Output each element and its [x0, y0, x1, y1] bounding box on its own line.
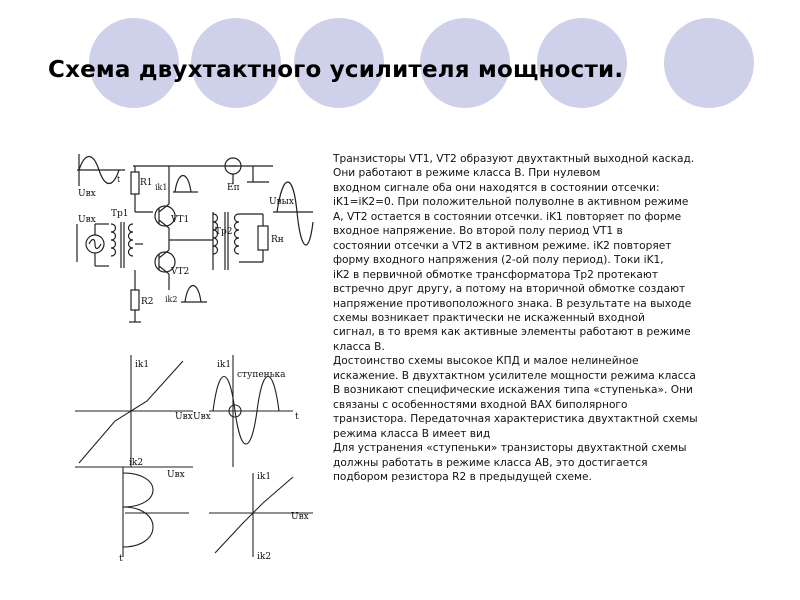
circuit-figure [73, 152, 315, 328]
circuit-diagram [73, 152, 315, 328]
label-tp1: Tp1 [111, 209, 129, 219]
body-line: Достоинство схемы высокое КПД и малое нелинейное [333, 355, 639, 368]
transfer-graphs [73, 347, 321, 565]
body-line: сигнал, в то время как активные элементы работают в режиме [333, 326, 691, 339]
label-uvx-b: Uвх [193, 412, 211, 422]
label-ik2-a: ik2 [129, 458, 144, 468]
label-stupenka: ступенька [237, 370, 286, 380]
slide-title: Схема двухтактного усилителя мощности. [48, 57, 624, 83]
body-line: подбором резистора R2 в предыдущей схеме. [333, 470, 592, 483]
label-ik1-b: ik1 [217, 360, 232, 370]
label-uvx-left: Uвх [78, 215, 96, 225]
graphs-figure [73, 347, 321, 565]
label-t: t [117, 175, 121, 184]
label-ep: Eп [227, 183, 240, 193]
body-line: iK2 в первичной обмотке трансформатора Тр2 протекают [333, 268, 658, 281]
body-line: iK1=iK2=0. При положительной полуволне в активном режиме [333, 196, 689, 209]
body-line: Для устранения «ступеньки» транзисторы двухтактной схемы [333, 442, 687, 455]
label-ik1: ik1 [155, 183, 168, 192]
body-line: Они работают в режиме класса B. При нулевом [333, 167, 601, 180]
body-line: транзистора. Передаточная характеристика двухтактной схемы [333, 413, 698, 426]
label-r2: R2 [141, 297, 154, 307]
body-text [333, 152, 765, 484]
body-line: состоянии отсечки а VT2 в активном режиме. iK2 повторяет [333, 239, 672, 252]
label-r1: R1 [140, 178, 153, 188]
body-line: режима класса B имеет вид [333, 427, 491, 440]
body-line: класса B. [333, 340, 385, 353]
body-line: B возникают специфические искажения типа «ступенька». Они [333, 384, 693, 397]
label-ik2-c: ik2 [257, 552, 272, 562]
label-vt1: VT1 [171, 215, 190, 225]
label-t-a: t [119, 554, 123, 564]
label-ik1-c: ik1 [257, 472, 272, 482]
label-rn: Rн [271, 235, 284, 245]
label-t-b: t [295, 412, 299, 422]
body-line: напряжение противоположного знака. В результате на выходе [333, 297, 692, 310]
label-ik1-a: ik1 [135, 360, 150, 370]
body-line: схемы возникает практически не искаженный входной [333, 311, 645, 324]
decor-circle-6 [664, 18, 754, 108]
label-uvx-c: Uвх [167, 470, 185, 480]
body-line: входное напряжение. Во второй полу период VT1 в [333, 225, 623, 238]
body-line: должны работать в режиме класса AB, это достигается [333, 456, 648, 469]
body-line: А, VT2 остается в состоянии отсечки. iK1 повторяет по форме [333, 210, 682, 223]
body-line: Транзисторы VT1, VT2 образуют двухтактный выходной каскад. [333, 153, 695, 165]
label-uvx-d: Uвх [291, 512, 309, 522]
body-line: встречно друг другу, а потому на вторичной обмотке создают [333, 283, 686, 296]
label-vt2: VT2 [171, 267, 190, 277]
label-uvyx: Uвых [269, 197, 294, 207]
body-line: искажение. В двухтактном усилителе мощности режима класса [333, 369, 696, 382]
label-ik2: ik2 [165, 295, 178, 304]
label-uvx-a: Uвх [175, 412, 193, 422]
label-tp2: Tp2 [215, 227, 233, 237]
body-line: форму входного напряжения (2-ой полу период). Токи iK1, [333, 254, 664, 267]
label-uvx-top: Uвх [78, 189, 96, 199]
body-line: входном сигнале оба они находятся в состоянии отсечки: [333, 181, 660, 194]
body-line: связаны с особенностями входной ВАХ биполярного [333, 398, 628, 411]
